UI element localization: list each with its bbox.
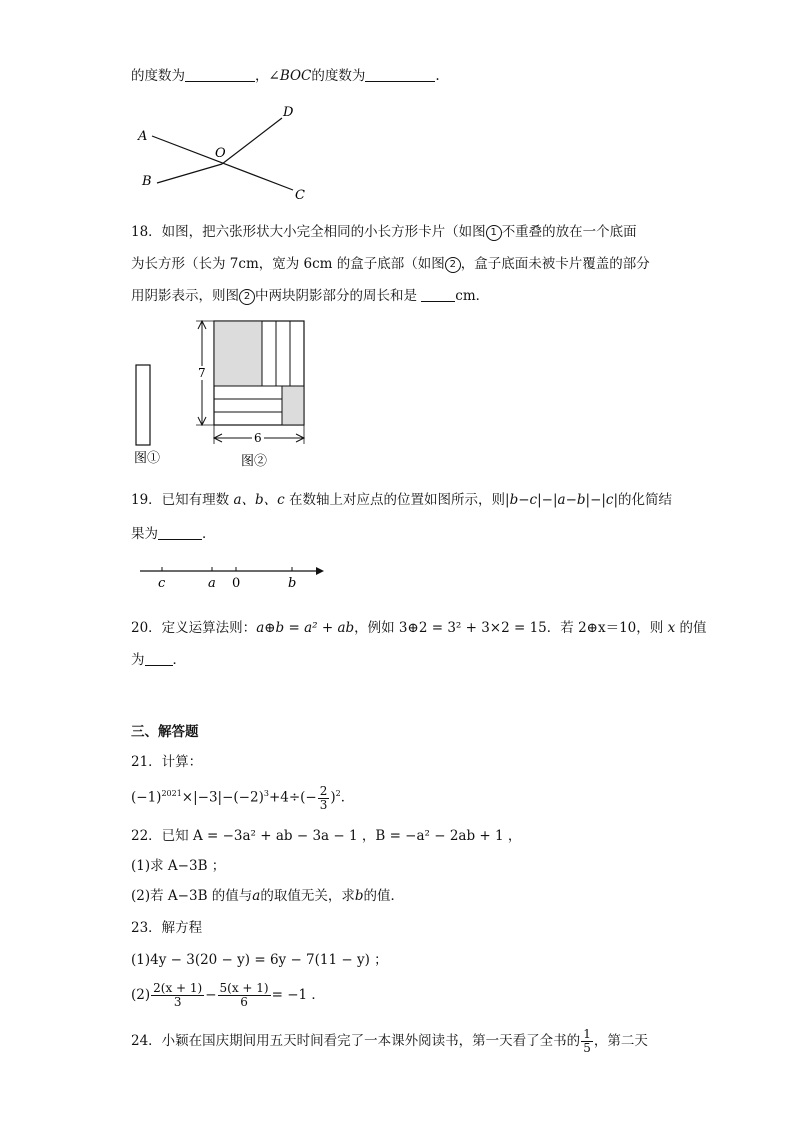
q20-suffix: 的值: [679, 620, 707, 636]
q18-circle-2: 2: [445, 257, 461, 273]
q17-text-b: ，∠: [255, 68, 280, 84]
q21-fraction: [318, 785, 330, 812]
q17-blank-2: [365, 67, 435, 82]
q18-circle-1: 1: [486, 225, 502, 241]
axis-label-0: 0: [232, 576, 241, 591]
q23-p2-label: (2): [131, 987, 151, 1003]
q24-fraction: [581, 1028, 593, 1055]
q17-angle-name: BOC: [279, 68, 312, 84]
q19-line-2: [131, 524, 216, 544]
q20-prefix: 20．定义运算法则：: [131, 620, 257, 636]
q18-text-1b: 不重叠的放在一个底面: [501, 224, 637, 240]
q17-end: .: [435, 68, 440, 84]
q23-rhs: = −1 ．: [271, 987, 325, 1003]
q22-part-1: (1)求 A−3B ；: [131, 858, 226, 874]
q20-text-2: 为: [131, 652, 145, 668]
q17-angle-figure: [130, 100, 320, 205]
q20-end: ．: [172, 652, 186, 668]
label-a: A: [138, 129, 148, 144]
q22-line-1: 22．已知 A = −3a² + ab − 3a − 1 ，B = −a² − 2ab + 1 ，: [131, 828, 522, 844]
q18-unit: cm．: [455, 288, 490, 304]
line-od: [222, 118, 282, 164]
q18-circle-3: 2: [239, 289, 255, 305]
q21-expr-a: (−1): [131, 789, 162, 806]
q17-blank-1: [185, 67, 255, 82]
q24-line: [131, 1026, 648, 1056]
q19-suffix: 的化简结: [618, 492, 673, 508]
q20-var: x: [667, 620, 676, 636]
q23-fraction-1: [151, 982, 204, 1009]
q23-f1-num: 2(x + 1): [153, 981, 203, 995]
q20-rule: a⊕b = a² + ab: [256, 620, 355, 636]
q21-frac-den: 3: [319, 797, 328, 812]
fig2-caption: 图②: [241, 454, 268, 469]
q19-vars: a、b、c: [233, 492, 285, 508]
q21-exp-1: 2021: [161, 789, 182, 798]
q20-line-1: [131, 618, 706, 638]
q24-frac-den: 5: [583, 1041, 591, 1055]
q18-box-figure: [130, 312, 330, 472]
q20-line-2: [131, 650, 186, 670]
q23-f2-num: 5(x + 1): [219, 981, 269, 995]
q24-text-2: ，第二天: [593, 1033, 648, 1049]
label-d: D: [283, 105, 294, 120]
dim-height-label: 7: [198, 366, 206, 380]
q24-text: 24．小颖在国庆期间用五天时间看完了一本课外阅读书，第一天看了全书的: [131, 1033, 581, 1049]
axis-arrow: [316, 567, 324, 575]
axis-label-b: b: [288, 576, 297, 591]
q17-line: [131, 66, 440, 86]
q21-exp-2: 3: [263, 789, 269, 798]
q18-text-1: 18．如图，把六张形状大小完全相同的小长方形卡片（如图: [131, 224, 486, 240]
q18-line-3: [131, 286, 489, 306]
q18-blank: [421, 287, 455, 302]
q21-expr: [131, 784, 354, 812]
q19-text-2: 果为: [131, 526, 158, 542]
q23-f1-den: 3: [173, 995, 182, 1009]
q19-prefix: 19．已知有理数: [131, 492, 230, 508]
q19-end: ．: [202, 526, 216, 542]
q21-end: ．: [340, 789, 355, 806]
q18-text-3a: 用阴影表示，则图: [131, 288, 239, 304]
q19-blank: [158, 525, 202, 540]
axis-label-a: a: [208, 576, 216, 591]
q21-title: 21．计算：: [131, 754, 203, 770]
shade-bottom-right: [282, 386, 304, 425]
fig1-card: [136, 365, 150, 445]
q21-expr-b: ×|−3|−(−2): [181, 789, 264, 806]
q23-f2-den: 6: [240, 995, 248, 1009]
shade-top-left: [214, 321, 262, 386]
q22-p2a: (2)若 A−3B 的值与: [131, 888, 253, 904]
section-title: 三、解答题: [131, 724, 199, 740]
q18-line-2: [131, 254, 650, 274]
fig1-caption: 图①: [134, 451, 161, 466]
q18-text-2: 为长方形（长为 7cm，宽为 6cm 的盒子底部（如图: [131, 256, 445, 272]
q19-line-1: [131, 490, 672, 510]
q22-p2-var: a: [252, 888, 261, 904]
q22-p2c: 的值．: [363, 888, 404, 904]
label-o: O: [215, 146, 226, 161]
q21-expr-d: ): [330, 789, 336, 806]
q18-text-2b: ，盒子底面未被卡片覆盖的部分: [460, 256, 650, 272]
q22-p2-var2: b: [354, 888, 364, 904]
q20-example: ，例如 3⊕2 = 3² + 3×2 = 15: [354, 620, 547, 636]
q18-text-3b: 中两块阴影部分的周长和是: [255, 288, 417, 304]
q23-minus: −: [205, 987, 217, 1003]
q18-line-1: [131, 222, 637, 242]
q22-p2b: 的取值无关，求: [260, 888, 355, 904]
q17-text-c: 的度数为: [311, 68, 366, 84]
q21-frac-num: 2: [319, 783, 328, 798]
axis-label-c: c: [158, 576, 166, 591]
q23-fraction-2: [218, 982, 271, 1009]
q23-title: 23．解方程: [131, 920, 203, 936]
q21-exp-3: 2: [335, 789, 341, 798]
q24-frac-num: 1: [583, 1027, 591, 1041]
line-bo: [157, 164, 222, 183]
q23-part-2: [131, 980, 325, 1010]
dim-width-label: 6: [254, 431, 262, 445]
label-c: C: [295, 188, 305, 203]
q19-expr: |b−c|−|a−b|−|c|: [505, 492, 619, 508]
q20-blank: [145, 651, 173, 666]
q23-part-1: (1)4y − 3(20 − y) = 6y − 7(11 − y) ；: [131, 952, 388, 968]
q20-cond: ．若 2⊕x＝10，则: [546, 620, 664, 636]
q22-part-2: [131, 886, 404, 906]
q21-expr-c: +4÷(−: [268, 789, 317, 806]
label-b: B: [142, 174, 152, 189]
q17-text-a: 的度数为: [131, 68, 185, 84]
q19-number-line: [140, 560, 325, 592]
q19-mid: 在数轴上对应点的位置如图所示，则: [289, 492, 506, 508]
